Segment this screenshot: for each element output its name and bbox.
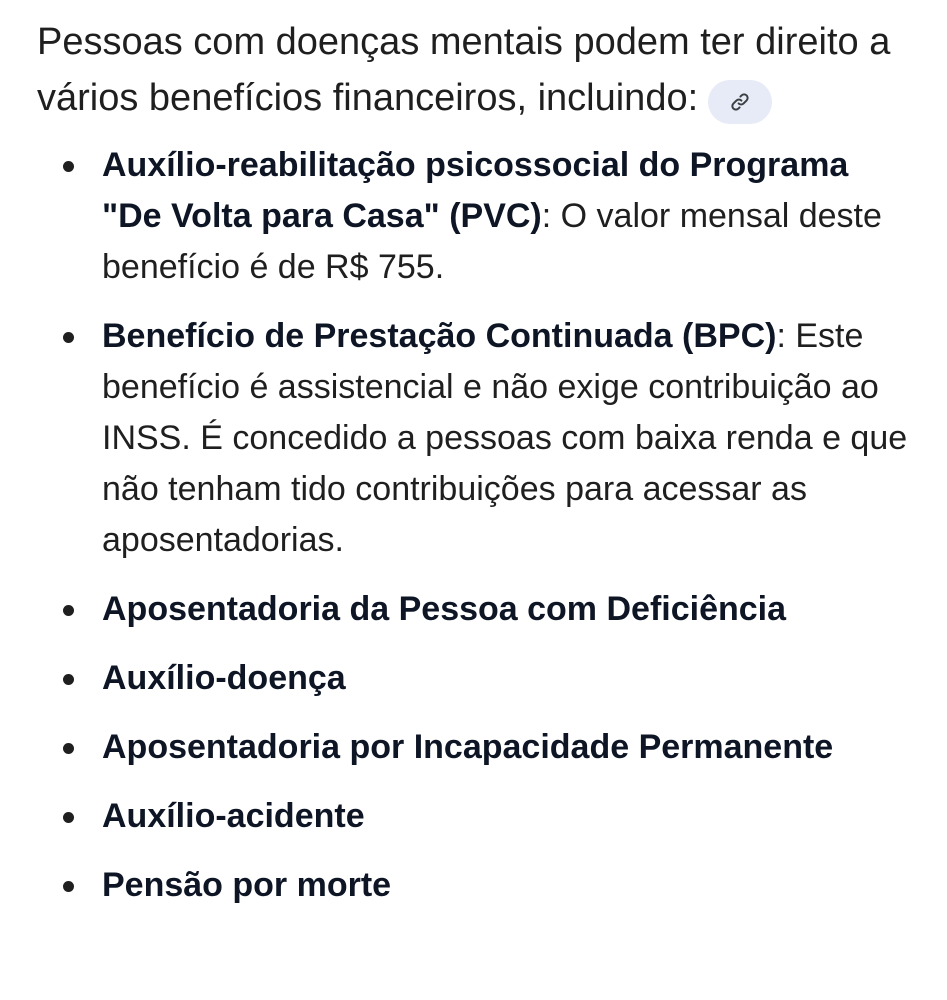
- bullet-icon: [63, 743, 74, 754]
- list-item-auxilio-doenca: [37, 653, 917, 704]
- list-item-pvc: [37, 140, 917, 293]
- bullet-icon: [63, 605, 74, 616]
- benefit-title: Benefício de Prestação Continuada (BPC): [102, 317, 777, 355]
- list-item-auxilio-acidente: [37, 791, 917, 842]
- intro-paragraph: [37, 14, 917, 126]
- intro-text: Pessoas com doenças mentais podem ter direito a vários benefícios financeiros, incluindo:: [37, 21, 891, 119]
- benefit-separator: :: [776, 317, 796, 355]
- list-item-aposentadoria-incapacidade: [37, 722, 917, 773]
- benefit-title: Auxílio-acidente: [102, 797, 365, 835]
- bullet-icon: [63, 812, 74, 823]
- list-item-pensao-morte: [37, 860, 917, 911]
- bullet-icon: [63, 881, 74, 892]
- source-link-chip[interactable]: [708, 80, 772, 124]
- benefit-title: Aposentadoria da Pessoa com Deficiência: [102, 590, 787, 628]
- benefit-title: Auxílio-reabilitação psicossocial do Programa "De Volta para Casa" (PVC): [102, 146, 849, 235]
- benefit-title: Auxílio-doença: [102, 659, 346, 697]
- list-item-bpc: [37, 311, 917, 566]
- bullet-icon: [63, 674, 74, 685]
- benefit-description: O valor mensal deste benefício é de R$ 755.: [102, 197, 882, 286]
- bullet-icon: [63, 332, 74, 343]
- benefit-separator: :: [541, 197, 561, 235]
- benefit-description: Este benefício é assistencial e não exige contribuição ao INSS. É concedido a pessoas com baixa renda e que não tenham tido contribuições para acessar as aposentadorias.: [102, 317, 908, 559]
- bullet-icon: [63, 161, 74, 172]
- benefit-title: Aposentadoria por Incapacidade Permanente: [102, 728, 834, 766]
- benefits-list: [37, 140, 917, 911]
- link-icon: [728, 90, 752, 114]
- benefit-title: Pensão por morte: [102, 866, 392, 904]
- list-item-aposentadoria-deficiencia: [37, 584, 917, 635]
